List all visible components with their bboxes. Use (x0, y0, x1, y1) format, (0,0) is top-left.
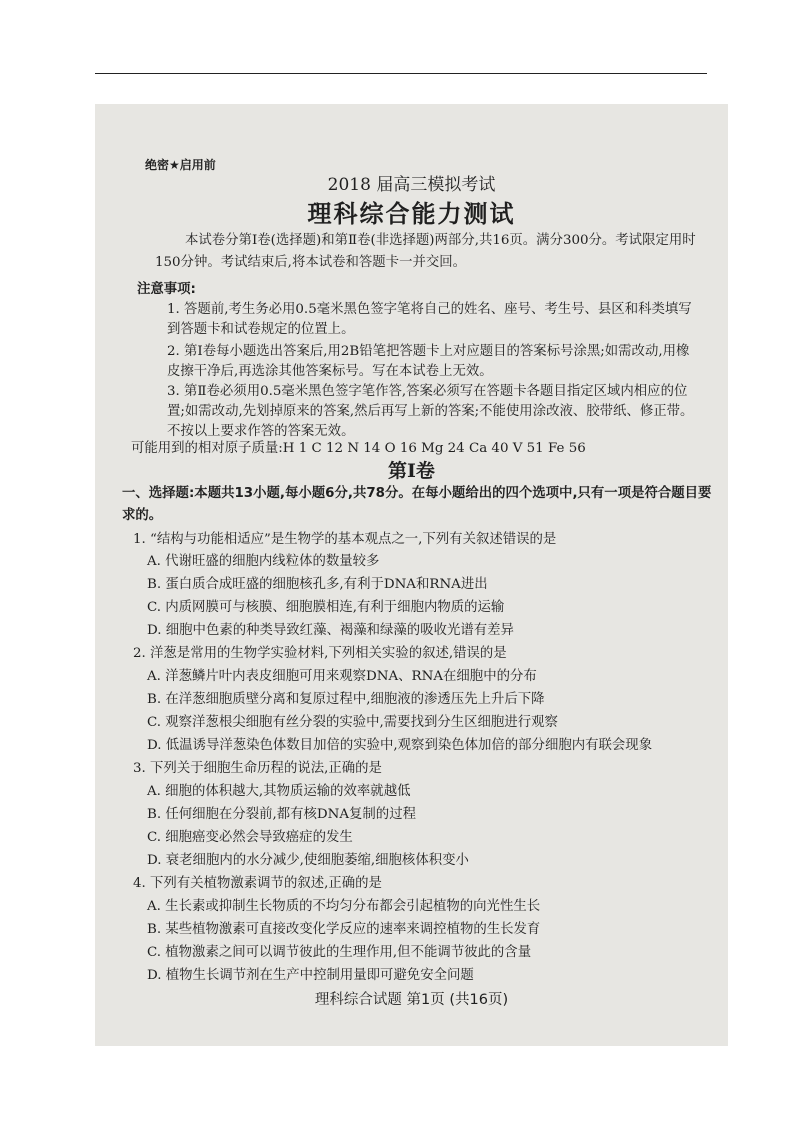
question-3-stem: 3. 下列关于细胞生命历程的说法,正确的是 (133, 761, 382, 776)
question-1-option-d: D. 细胞中色素的种类导致红藻、褐藻和绿藻的吸收光谱有差异 (147, 623, 514, 638)
question-2-option-d: D. 低温诱导洋葱染色体数目加倍的实验中,观察到染色体加倍的部分细胞内有联会现象 (147, 738, 653, 753)
part-one-instructions: 一、选择题:本题共13小题,每小题6分,共78分。在每小题给出的四个选项中,只有一项是符合题目要求的。 (122, 486, 712, 523)
question-1-option-c: C. 内质网膜可与核膜、细胞膜相连,有利于细胞内物质的运输 (147, 600, 505, 615)
subject-title: 理科综合能力测试 (307, 199, 516, 228)
question-4-option-a: A. 生长素或抑制生长物质的不均匀分布都会引起植物的向光性生长 (147, 899, 541, 914)
question-1-option-b: B. 蛋白质合成旺盛的细胞核孔多,有利于DNA和RNA进出 (147, 577, 488, 592)
question-4-option-d: D. 植物生长调节剂在生产中控制用量即可避免安全问题 (147, 968, 474, 983)
section-title: 第Ⅰ卷 (388, 460, 435, 482)
page-footer: 理科综合试题 第1页 (共16页) (314, 992, 509, 1008)
confidential-label: 绝密★启用前 (145, 158, 216, 172)
question-4-option-b: B. 某些植物激素可直接改变化学反应的速率来调控植物的生长发育 (147, 922, 541, 937)
question-2-option-b: B. 在洋葱细胞质壁分离和复原过程中,细胞液的渗透压先上升后下降 (147, 692, 545, 707)
question-3-option-c: C. 细胞癌变必然会导致癌症的发生 (147, 830, 353, 845)
exam-title: 2018 届高三模拟考试 (327, 175, 496, 195)
question-4-stem: 4. 下列有关植物激素调节的叙述,正确的是 (133, 876, 382, 891)
exam-paper (95, 104, 728, 1046)
question-2-option-a: A. 洋葱鳞片叶内表皮细胞可用来观察DNA、RNA在细胞中的分布 (147, 669, 537, 684)
question-3-option-d: D. 衰老细胞内的水分减少,使细胞萎缩,细胞核体积变小 (147, 853, 469, 868)
notice-item-2: 2. 第Ⅰ卷每小题选出答案后,用2B铅笔把答题卡上对应题目的答案标号涂黑;如需改动,用橡皮擦干净后,再选涂其他答案标号。写在本试卷上无效。 (167, 344, 690, 379)
top-rule (95, 73, 707, 74)
question-3-option-a: A. 细胞的体积越大,其物质运输的效率就越低 (147, 784, 411, 799)
exam-intro: 本试卷分第Ⅰ卷(选择题)和第Ⅱ卷(非选择题)两部分,共16页。满分300分。考试限定用时150分钟。考试结束后,将本试卷和答题卡一并交回。 (155, 233, 696, 270)
question-1-option-a: A. 代谢旺盛的细胞内线粒体的数量较多 (147, 554, 380, 569)
question-3-option-b: B. 任何细胞在分裂前,都有核DNA复制的过程 (147, 807, 416, 822)
question-2-option-c: C. 观察洋葱根尖细胞有丝分裂的实验中,需要找到分生区细胞进行观察 (147, 715, 558, 730)
question-1-stem: 1. “结构与功能相适应”是生物学的基本观点之一,下列有关叙述错误的是 (133, 532, 557, 547)
notice-heading: 注意事项: (137, 282, 196, 297)
notice-item-3: 3. 第Ⅱ卷必须用0.5毫米黑色签字笔作答,答案必须写在答题卡各题目指定区域内相应的位置;如需改动,先划掉原来的答案,然后再写上新的答案;不能使用涂改液、胶带纸、修正带。不按以上要求作答的答案无效。 (167, 384, 694, 439)
question-2-stem: 2. 洋葱是常用的生物学实验材料,下列相关实验的叙述,错误的是 (133, 646, 507, 661)
notice-item-1: 1. 答题前,考生务必用0.5毫米黑色签字笔将自己的姓名、座号、考生号、县区和科类填写到答题卡和试卷规定的位置上。 (167, 302, 692, 337)
atomic-masses: 可能用到的相对原子质量:H 1 C 12 N 14 O 16 Mg 24 Ca 40 V 51 Fe 56 (131, 441, 586, 456)
question-4-option-c: C. 植物激素之间可以调节彼此的生理作用,但不能调节彼此的含量 (147, 945, 532, 960)
